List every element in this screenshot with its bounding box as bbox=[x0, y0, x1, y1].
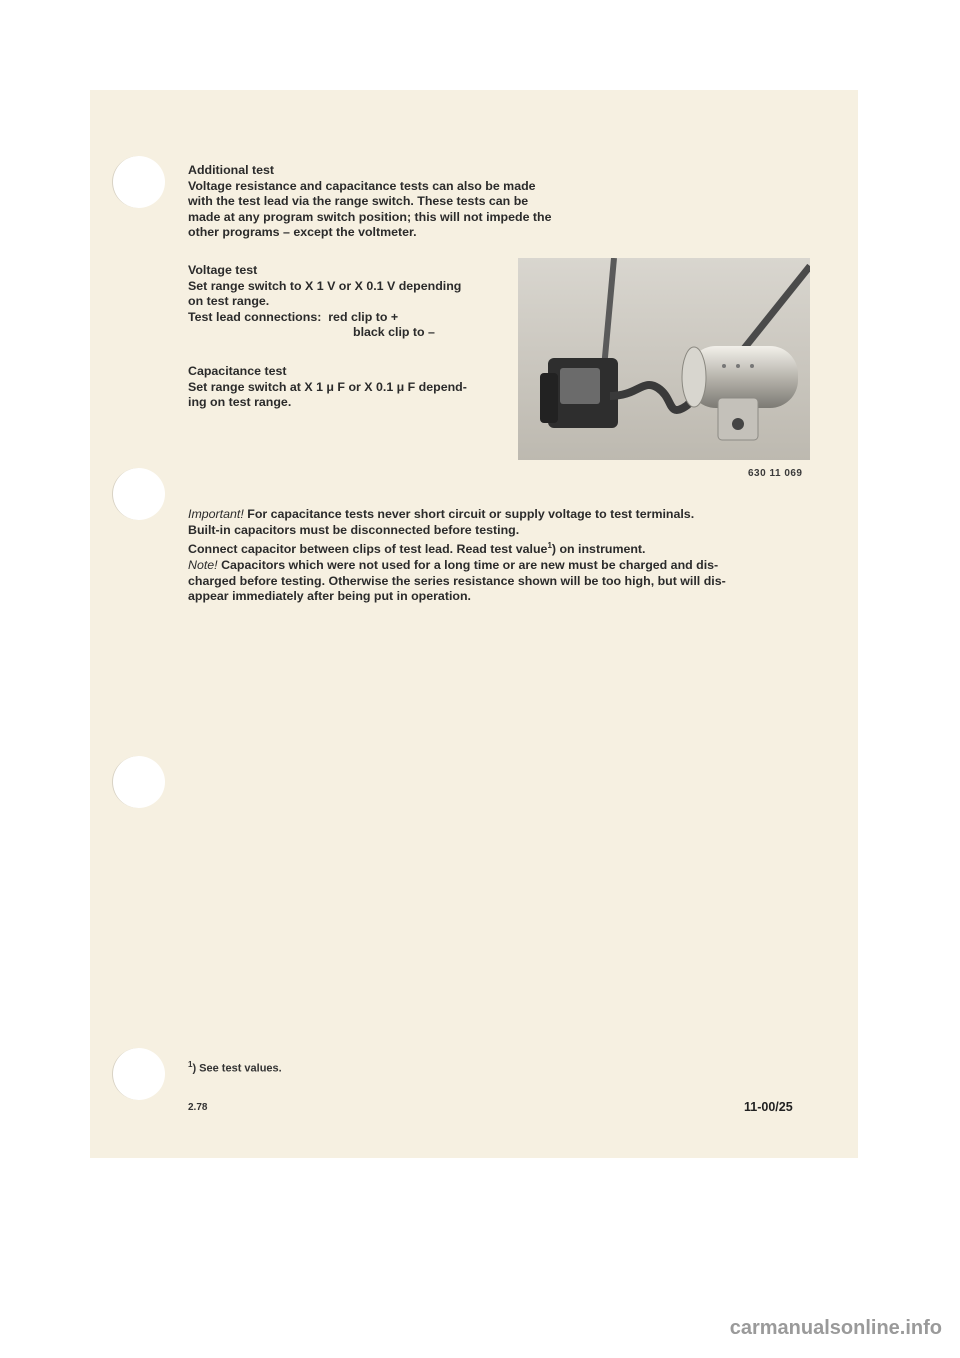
page-number: 11-00/25 bbox=[744, 1100, 793, 1114]
connections-label: Test lead connections: bbox=[188, 309, 322, 324]
additional-test-section bbox=[188, 163, 618, 241]
capacitance-line: ing on test range. bbox=[188, 395, 292, 410]
red-clip-connection: red clip to + bbox=[328, 309, 399, 324]
additional-test-heading: Additional test bbox=[188, 163, 275, 177]
black-clip-connection: black clip to – bbox=[353, 325, 435, 340]
capacitance-line: Set range switch at X 1 μ F or X 0.1 μ F depend- bbox=[188, 379, 467, 394]
binder-hole bbox=[112, 1048, 165, 1100]
voltage-test-heading: Voltage test bbox=[188, 263, 258, 277]
additional-line: other programs – except the voltmeter. bbox=[188, 225, 417, 240]
footnote: $^1$) See test values. bbox=[188, 1060, 282, 1075]
issue-date: 2.78 bbox=[188, 1102, 208, 1113]
binder-hole bbox=[112, 468, 165, 520]
voltage-line: on test range. bbox=[188, 294, 270, 309]
additional-line: with the test lead via the range switch. These tests can be bbox=[188, 194, 529, 209]
site-watermark: carmanualsonline.info bbox=[729, 1317, 942, 1339]
note-line: charged before testing. Otherwise the series resistance shown will be too high, but will dis- bbox=[188, 573, 726, 588]
important-line: Built-in capacitors must be disconnected before testing. bbox=[188, 522, 520, 537]
additional-line: made at any program switch position; this will not impede the bbox=[188, 209, 552, 224]
footnote-ref: 1 bbox=[547, 541, 552, 551]
capacitor-test-photo bbox=[518, 258, 810, 460]
important-line: For capacitance tests never short circuit or supply voltage to test terminals. bbox=[247, 507, 695, 521]
voltage-line: Set range switch to X 1 V or X 0.1 V depending bbox=[188, 278, 462, 293]
note-label: Note! bbox=[188, 557, 218, 572]
note-line: appear immediately after being put in operation. bbox=[188, 589, 471, 604]
important-line: Connect capacitor between clips of test lead. Read test value bbox=[188, 542, 548, 557]
note-line: Capacitors which were not used for a long time or are new must be charged and dis- bbox=[221, 557, 719, 572]
important-section: Important! For capacitance tests never short circuit or supply voltage to test terminals. Built-in capacitors must be disconnected before testing. Connect capacitor between clips of test lead. Read test value$^1$) on instrument. Note! Capacitors which were not used for a long time or are new must be charged and dis- charged before testing. Otherwise the series resistance shown will be too high, but will dis- appear immediately after being put in operation. bbox=[188, 507, 828, 605]
figure-caption: 630 11 069 bbox=[748, 468, 803, 479]
capacitance-test-heading: Capacitance test bbox=[188, 364, 287, 378]
binder-hole bbox=[112, 156, 165, 208]
binder-hole bbox=[112, 756, 165, 808]
manual-page bbox=[90, 90, 858, 1158]
additional-line: Voltage resistance and capacitance tests can also be made bbox=[188, 178, 536, 193]
important-label: Important! bbox=[188, 507, 244, 521]
capacitor-illustration bbox=[518, 258, 810, 460]
